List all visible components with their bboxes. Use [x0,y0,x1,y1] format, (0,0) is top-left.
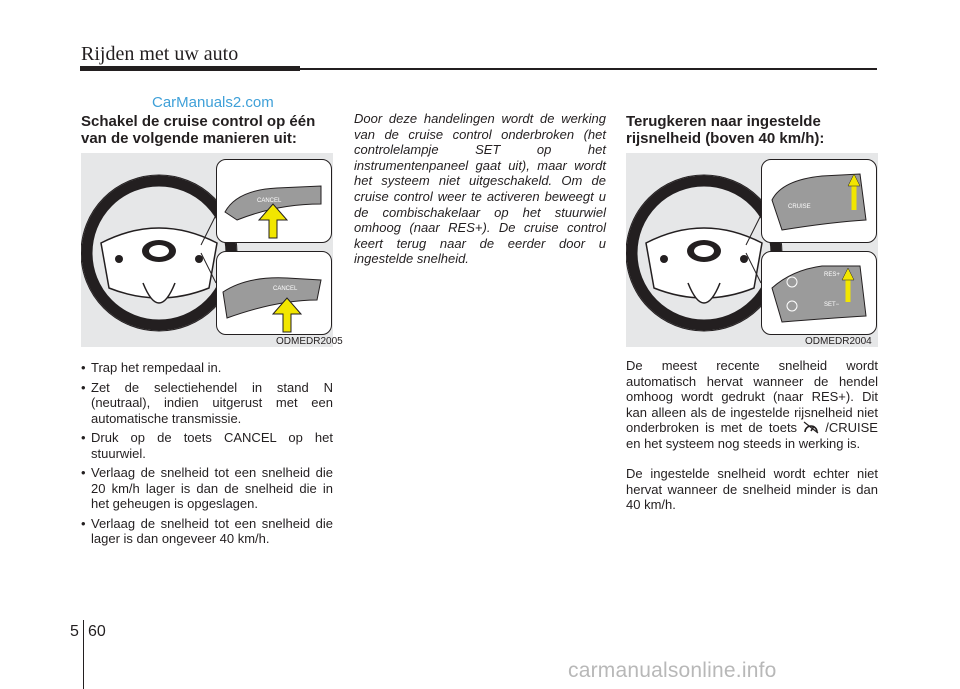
cancel-inset-top [216,159,332,243]
list-item: • Zet de selectiehendel in stand N (neutraal), indien uitgerust met een automatische transmissie. [81,380,333,427]
res-label: RES+ [824,272,840,278]
cancel-button-illustration-bottom [217,252,331,334]
list-item: • Verlaag de snelheid tot een snelheid die 20 km/h lager is dan de snelheid die in het geheugen is opgeslagen. [81,465,333,512]
cruise-inset-top [761,159,877,243]
cancel-label-bottom: CANCEL [273,286,298,292]
chapter-number: 5 [70,623,79,640]
site-watermark: carmanualsonline.info [568,659,777,682]
cruise-inset-bottom [761,251,877,335]
header-rule-thick [80,66,300,71]
header-title: Rijden met uw auto [81,43,239,65]
right-paragraph-1-start: De meest recente snelheid wordt automatisch hervat wanneer de hendel omhoog wordt gedrukt (naar RES+). Dit kan alleen als de ingestelde rijsnelheid niet onderbroken is met de toets [626,358,878,436]
right-heading: Terugkeren naar ingestelde rijsnelheid (boven 40 km/h): [626,113,825,147]
watermark-carmanuals: CarManuals2.com [152,94,274,111]
left-figure [81,153,333,347]
right-paragraph-1-end: /CRUISE en het systeem nog steeds in werking is. [626,420,878,451]
right-figure [626,153,878,347]
cruise-lever-illustration-bottom [762,252,876,334]
cruise-speedometer-icon [803,421,819,434]
list-item: • Trap het rempedaal in. [81,360,333,376]
right-figure-code: ODMEDR2004 [805,336,872,347]
cancel-inset-bottom [216,251,332,335]
list-item: • Druk op de toets CANCEL op het stuurwiel. [81,430,333,461]
right-paragraph-1 [626,358,878,452]
page-number: 60 [88,623,106,640]
left-bullet-list [81,360,333,551]
cruise-label: CRUISE [788,204,811,210]
set-label: SET− [824,302,840,308]
list-item: • Verlaag de snelheid tot een snelheid die lager is dan ongeveer 40 km/h. [81,516,333,547]
cancel-label-top: CANCEL [257,198,282,204]
cruise-lever-illustration-top [762,160,876,242]
footer-separator [83,620,84,689]
middle-italic-paragraph: Door deze handelingen wordt de werking van de cruise control onderbroken (het controlelampje SET op het instrumentenpaneel gaat uit), maar wordt het systeem niet uitgeschakeld. Om de cruise control weer te activeren beweegt u de combischakelaar op het stuurwiel omhoog (naar RES+). De cruise control keert terug naar de eerder door u ingestelde snelheid. [354,111,606,267]
left-figure-code: ODMEDR2005 [276,336,343,347]
right-paragraph-2: De ingestelde snelheid wordt echter niet hervat wanneer de snelheid minder is dan 40 km/h. [626,466,878,513]
left-heading: Schakel de cruise control op één van de volgende manieren uit: [81,113,316,147]
header-rule-thin [300,68,877,70]
